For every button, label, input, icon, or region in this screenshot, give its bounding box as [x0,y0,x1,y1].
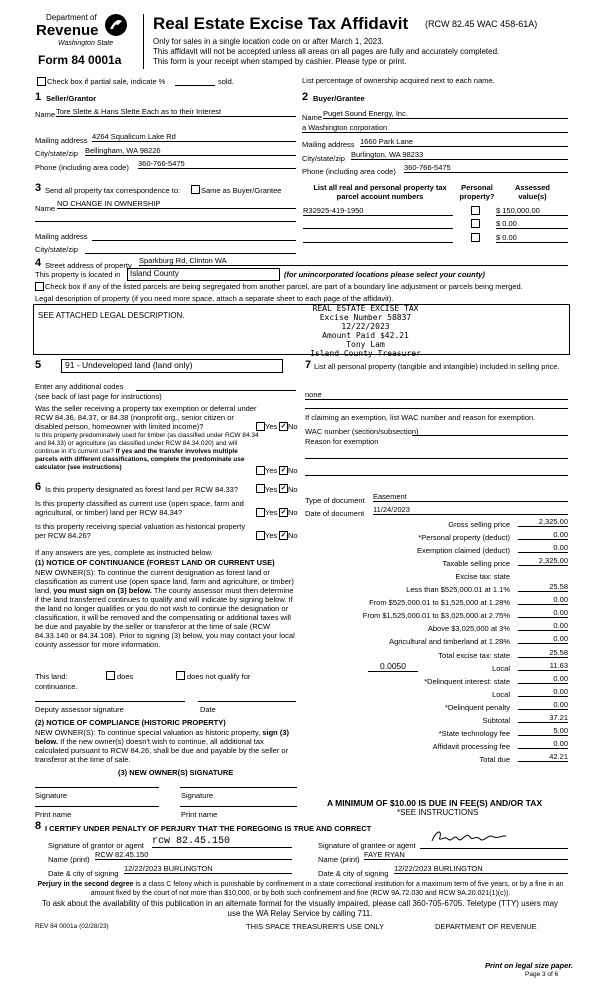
seller-csz-label: City/state/zip [35,149,78,158]
dept-revenue-label: DEPARTMENT OF REVENUE [435,922,537,931]
buyer-name-field[interactable]: Puget Sound Energy, Inc. [323,109,568,119]
codes-note: (see back of last page for instructions) [35,392,162,401]
section7-number: 7 [305,359,312,371]
tax-row-value[interactable]: 25.58 [518,582,568,592]
partial-sale-sold: sold. [218,77,234,86]
same-as-buyer-checkbox[interactable] [191,185,200,194]
compliance-body-b: sign (3) below. [35,728,289,746]
owner2-print-field[interactable] [180,806,297,807]
header-line3: This form is your receipt when stamped by cashier. Please type or print. [153,57,407,66]
title-citation: (RCW 82.45 WAC 458-61A) [425,19,538,29]
tax-row-label: Total excise tax: state [438,650,510,660]
partial-sale-label: Check box if partial sale, indicate % [47,77,166,86]
tax-computation [300,517,568,770]
stamp-line1: REAL ESTATE EXCISE TAX [312,304,419,313]
buyer-phone-field[interactable]: 360-766-5475 [404,163,568,173]
tax-row-value[interactable]: 0.00 [518,687,568,697]
dept-line2: Revenue [36,22,99,39]
doc-date-field[interactable]: 11/24/2023 [373,505,568,515]
segregate-checkbox[interactable] [35,282,44,291]
seller-csz-field[interactable]: Bellingham, WA 98226 [85,146,296,156]
perjury-lead: Perjury in the second degree [37,881,134,888]
doc-date-label: Date of document [305,509,365,518]
timber-question [35,432,260,472]
owner1-print-label: Print name [35,810,72,819]
timber-no-checkbox[interactable]: ✓ [280,467,287,474]
section2-number: 2 [302,91,309,103]
personal-property-line2[interactable] [305,408,568,409]
parcel-row-3-value[interactable]: $ 0.00 [496,233,568,243]
street-field[interactable]: Sparkburg Rd, Clinton WA [139,256,568,266]
section2-heading: Buyer/Grantee [313,94,365,103]
located-in-label: This property is located in [35,270,121,279]
dept-line1: Department of [46,13,97,22]
continuance-body-a: NEW OWNER(S): To continue the current designation as forest land or classification as current use (open space land, farm and agriculture, or timber) land, [35,568,294,595]
corr-addr-field[interactable] [92,240,296,241]
does-qualify-checkbox[interactable] [106,671,115,680]
tax-row-value[interactable]: 0.00 [518,700,568,710]
historic-yes-label: Yes [265,531,278,540]
section6-number: 6 [35,481,42,493]
land-use-value: 91 - Undeveloped land (land only) [65,360,193,370]
corr-csz-label: City/state/zip [35,245,78,254]
county-select[interactable] [127,268,280,281]
tax-row-value[interactable]: 5.00 [518,726,568,736]
buyer-phone-label: Phone (including area code) [302,167,396,176]
timber-question-text: Is this property predominately used for timber (as classified under RCW 84.34 and 84.33) or agriculture (as classified under RCW 84.34.020) and will continue in it's current use? [35,432,259,455]
tax-row-label: From $525,000.01 to $1,525,000 at 1.28% [369,598,510,608]
corr-extra-line[interactable] [35,221,296,222]
street-label: Street address of property [45,261,132,270]
timber-no-label: No [288,466,298,475]
assessed-col-header: Assessed value(s) [514,183,551,201]
treasurer-use-label: THIS SPACE TREASURER'S USE ONLY [246,922,385,931]
historic-no-checkbox[interactable]: ✓ [280,532,287,539]
stamp-line2: Excise Number 58837 [319,313,412,322]
stamp-line4: Amount Paid $42.21 [322,331,409,340]
answers-note: If any answers are yes, complete as instructed below. [35,548,213,557]
forest-no-checkbox[interactable]: ✓ [280,485,287,492]
segregate-label: Check box if any of the listed parcels are being segregated from another parcel, are part of a boundary line adjustment or parcels being merged. [45,282,523,291]
continuance-body-c: The county assessor must then determine if the land transferred continues to qualify and will indicate by signing below. If the land no longer qualifies or you do not wish to continue the designation or classification, it will be removed and the compensating or additional taxes will be due and payable by the seller or transferor at the time of sale (RCW 84.33.140 or 84.34.108). Prior to signing (3) below, you may contact your local county assessor for more information. [35,586,295,649]
tax-row-value[interactable]: 25.58 [518,648,568,658]
tax-row-value[interactable]: 2,325.00 [518,517,568,527]
this-land-label: This land: [35,672,68,681]
does-not-qualify-label: does not qualify for [187,672,251,681]
grantor-date-label: Date & city of signing [48,869,119,878]
tax-row-label: Exemption claimed (deduct) [417,546,510,556]
tax-row-value[interactable]: 0.00 [518,634,568,644]
tax-row-label: *Personal property (deduct) [418,533,510,543]
ownership-note: List percentage of ownership acquired next to each name. [302,76,495,85]
current-use-no-label: No [288,508,298,517]
owner1-signature-label: Signature [35,791,68,800]
seller-addr-field[interactable]: 4264 Squalicum Lake Rd [92,132,296,142]
exemption-yes-label: Yes [265,422,278,431]
rev-number: REV 84 0001a (02/28/23) [35,923,109,930]
forest-no-label: No [288,485,298,494]
legal-desc-value: SEE ATTACHED LEGAL DESCRIPTION. [38,311,185,320]
compliance-body-a: NEW OWNER(S): To continue special valuation as historic property, [35,728,261,737]
does-qualify-label: does [117,672,134,681]
tax-row-label: *State technology fee [438,728,510,738]
stamp-line3: 12/22/2023 [341,322,390,331]
buyer-csz-field[interactable]: Burlington, WA 98233 [351,150,568,160]
grantor-name-label: Name (print) [48,855,90,864]
section8-number: 8 [35,820,42,832]
personal-property-field[interactable]: none [305,390,568,400]
tax-row-value[interactable]: 0.00 [518,530,568,540]
tax-row-value[interactable]: 0.00 [518,608,568,618]
corr-addr-label: Mailing address [35,232,88,241]
grantor-sig-label: Signature of grantor or agent [48,841,144,850]
grantee-name-label: Name (print) [318,855,360,864]
grantee-date-field[interactable]: 12/22/2023 BURLINGTON [394,864,568,874]
grantee-signature-field[interactable] [420,848,568,849]
tax-row-label: Less than $525,000.01 at 1.1% [406,585,510,595]
tax-row-value[interactable]: 0.00 [518,739,568,749]
parcel-row-1-personal-checkbox[interactable] [471,206,480,215]
corr-name-label: Name [35,204,56,213]
legal-desc-label: Legal description of property (if you need more space, attach a separate sheet to each page of the affidavit). [35,294,394,303]
timber-question-bold: If yes and the transfer involves multiple parcels with different classifications, complete the predominate use calculator (see instructions) [35,448,245,471]
header-divider [143,14,144,69]
personal-property-label: List all personal property (tangible and intangible) included in selling price. [314,362,560,371]
grantor-name-field[interactable]: RCW 82.45.150 [95,850,292,860]
parcel-col-header: List all real and personal property tax parcel account numbers [313,183,447,201]
dor-emblem-icon [104,13,128,37]
parcel-row-2-value[interactable]: $ 0.00 [496,219,568,229]
stamp-line6: Island County Treasurer [310,349,421,358]
owner1-signature-field[interactable] [35,787,159,788]
form-number: Form 84 0001a [38,53,122,67]
tax-row-value[interactable]: 42.21 [518,752,568,762]
treasurer-stamp [298,304,433,358]
corr-csz-field[interactable] [85,253,296,254]
page-title: Real Estate Excise Tax Affidavit [153,14,409,33]
legal-paper-note: Print on legal size paper. [485,961,573,970]
section3-number: 3 [35,182,42,194]
owner2-print-label: Print name [181,810,218,819]
perjury-body: is a class C felony which is punishable by confinement in a state correctional institution for a maximum term of five years, or by a fine in an amount fixed by the court of not more than $10,000, or by both such confinement and fine (RCW 9A.72.030 and RCW 9A.20.021(1)(c)). [90,881,564,897]
tax-row-label: *Delinquent interest: state [424,676,510,686]
tax-row-label: Local [492,689,510,699]
owner2-signature-field[interactable] [180,787,297,788]
compliance-heading: (2) NOTICE OF COMPLIANCE (HISTORIC PROPERTY) [35,718,226,727]
tax-row-label: Gross selling price [448,520,510,529]
grantor-date-field[interactable]: 12/22/2023 BURLINGTON [124,864,292,874]
additional-codes-field[interactable] [136,390,296,391]
grantee-name-field[interactable]: FAYE RYAN [364,850,568,860]
seller-addr-label: Mailing address [35,136,88,145]
tax-row-value[interactable]: 2,325.00 [518,556,568,566]
partial-sale-checkbox[interactable] [37,77,46,86]
grantee-sig-label: Signature of grantee or agent [318,841,416,850]
forest-yes-checkbox[interactable] [256,484,265,493]
assessor-signature-field[interactable] [35,701,185,702]
exemption-no-label: No [288,422,298,431]
assessor-date-field[interactable] [198,701,296,702]
timber-yes-label: Yes [265,466,278,475]
personal-col-header: Personal property? [459,183,495,201]
perjury-notice [28,880,573,898]
exempt-label: If claiming an exemption, list WAC number and reason for exemption. [305,413,536,422]
tax-row-label: Taxable selling price [442,559,510,569]
tax-row-value[interactable]: 37.21 [518,713,568,723]
historic-yes-checkbox[interactable] [256,531,265,540]
parcel-row-2-number[interactable] [303,228,453,229]
exemption-question: Was the seller receiving a property tax exemption or deferral under RCW 84.36, 84.37, or 84.38 (nonprofit org., senior citizen or disabled person, homeowner with limited income)? [35,404,257,431]
tax-row-label: Agricultural and timberland at 1.28% [389,637,510,647]
section1-number: 1 [35,91,42,103]
continuance-body-b: you must sign on (3) below. [53,586,152,595]
owner2-signature-label: Signature [181,791,214,800]
continuance-body [35,568,297,649]
page-number: Page 3 of 6 [525,971,559,978]
buyer-csz-label: City/state/zip [302,154,345,163]
historic-no-label: No [288,531,298,540]
current-use-no-checkbox[interactable]: ✓ [280,509,287,516]
tax-row-value[interactable]: 0.00 [518,595,568,605]
county-value: Island County [130,269,179,278]
see-instructions: *SEE INSTRUCTIONS [397,808,479,817]
corr-name-field[interactable]: NO CHANGE IN OWNERSHIP [57,199,296,209]
timber-yes-checkbox[interactable] [256,466,265,475]
accessibility-notice: To ask about the availability of this publication in an alternate format for the visually impaired, please call 360-705-6705. Teletype (TTY) users may use the WA Relay Service by calling 711. [41,899,559,918]
tax-row-label: Local [492,663,510,673]
buyer-name2-field[interactable]: a Washington corporation [302,123,568,133]
owner1-print-field[interactable] [35,806,159,807]
local-rate-field[interactable]: 0.0050 [368,661,418,672]
tax-row-value[interactable]: 0.00 [518,543,568,553]
wac-label: WAC number (section/subsection) [305,427,419,436]
tax-row-label: Total due [479,754,510,764]
parcel-row-1-number[interactable]: R32925-419-1950 [303,206,453,216]
current-use-yes-checkbox[interactable] [256,508,265,517]
partial-sale-pct-field[interactable] [175,85,215,86]
seller-phone-field[interactable]: 360-766-5475 [138,159,296,169]
reason-line2[interactable] [305,475,568,476]
assessor-sig-label: Deputy assessor signature [35,705,124,714]
tax-row-label: Above $3,025,000 at 3% [427,624,510,634]
reason-label: Reason for exemption [305,437,379,446]
assessor-date-label: Date [200,705,216,714]
current-use-yes-label: Yes [265,508,278,517]
county-note: (for unincorporated locations please select your county) [284,270,485,279]
buyer-name-label: Name [302,113,323,122]
exemption-no-checkbox[interactable]: ✓ [280,423,287,430]
current-use-question: Is this property classified as current use (open space, farm and agricultural, or timber) land per RCW 84.34? [35,499,244,517]
tax-row-value[interactable]: 11.63 [518,661,568,671]
seller-name-label: Name [35,110,56,119]
parcel-row-1-value[interactable]: $ 150,000.00 [496,206,568,216]
same-as-buyer-label: Same as Buyer/Grantee [201,186,282,195]
does-not-qualify-checkbox[interactable] [176,671,185,680]
doc-type-field[interactable]: Easement [373,492,568,502]
tax-row-label: Subtotal [482,715,510,725]
correspondence-label: Send all property tax correspondence to: [45,186,181,195]
parcel-row-3-personal-checkbox[interactable] [471,233,480,242]
grantee-date-label: Date & city of signing [318,869,389,878]
parcel-row-3-number[interactable] [303,242,453,243]
tax-row-value[interactable]: 0.00 [518,621,568,631]
doc-type-label: Type of document [305,496,365,505]
tax-row-label: Excise tax: state [455,572,510,582]
land-use-select[interactable] [61,359,283,373]
reason-line1[interactable] [305,458,568,459]
tax-row-label: From $1,525,000.01 to $3,025,000 at 2.75% [362,611,510,621]
tax-row-label: Affidavit processing fee [432,741,510,751]
compliance-body [35,728,297,764]
continuance-word: continuance. [35,682,78,691]
exemption-yes-checkbox[interactable] [256,422,265,431]
forest-question: Is this property designated as forest land per RCW 84.33? [45,485,239,494]
compliance-body-c: If the new owner(s) doesn't wish to continue, all additional tax calculated pursuant to RCW 84.26, shall be due and payable by the seller or transferor at the time of sale. [35,737,289,764]
header-line1: Only for sales in a single location code on or after March 1, 2023. [153,37,384,46]
section5-number: 5 [35,359,42,371]
buyer-addr-label: Mailing address [302,140,355,149]
new-owner-heading: (3) NEW OWNER(S) SIGNATURE [118,768,234,777]
continuance-heading: (1) NOTICE OF CONTINUANCE (FOREST LAND OR CURRENT USE) [35,558,275,567]
wac-field[interactable] [412,435,568,436]
grantee-signature-image [428,827,508,847]
section4-number: 4 [35,257,42,269]
parcel-row-2-personal-checkbox[interactable] [471,219,480,228]
grantor-signature-field[interactable]: rcw 82.45.150 [152,836,292,848]
forest-yes-label: Yes [265,485,278,494]
buyer-addr-field[interactable]: 1660 Park Lane [360,137,568,147]
section1-heading: Seller/Grantor [46,94,97,103]
certify-statement: I CERTIFY UNDER PENALTY OF PERJURY THAT THE FOREGOING IS TRUE AND CORRECT [45,824,372,833]
dept-line3: Washington State [58,40,114,47]
seller-name-field[interactable]: Tore Slette & Hans Slette Each as to their Interest [56,107,296,117]
historic-question: Is this property receiving special valuation as historical property per RCW 84.26? [35,522,246,540]
tax-row-label: *Delinquent penalty [444,702,510,712]
header-line2: This affidavit will not be accepted unless all areas on all pages are fully and accurately completed. [153,47,500,56]
minimum-notice: A MINIMUM OF $10.00 IS DUE IN FEE(S) AND/OR TAX [327,798,543,808]
additional-codes-label: Enter any additional codes [35,382,124,391]
tax-row-value[interactable]: 0.00 [518,674,568,684]
seller-phone-label: Phone (including area code) [35,163,129,172]
stamp-line5: Tony Lam [346,340,385,349]
